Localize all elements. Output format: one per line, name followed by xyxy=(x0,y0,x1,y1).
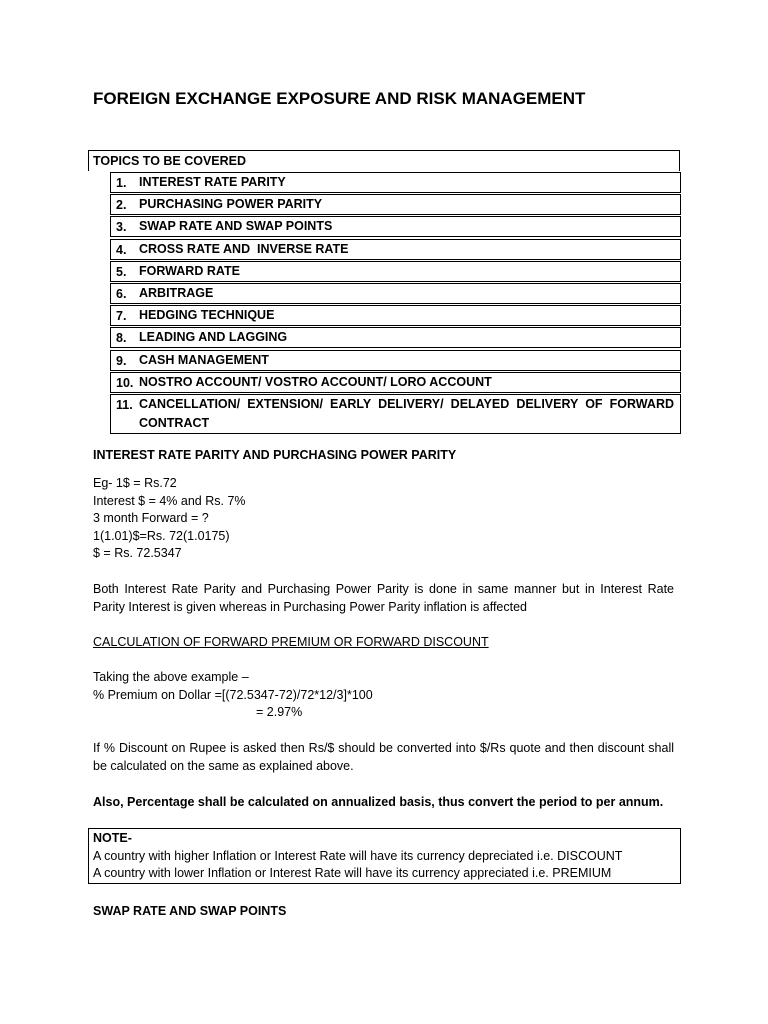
example-line: Interest $ = 4% and Rs. 7% xyxy=(93,493,246,508)
example-line: $ = Rs. 72.5347 xyxy=(93,546,182,561)
topic-item xyxy=(110,283,681,304)
calc-heading: CALCULATION OF FORWARD PREMIUM OR FORWARD DISCOUNT xyxy=(93,635,489,649)
topic-number: 4. xyxy=(116,242,127,257)
topic-label: HEDGING TECHNIQUE xyxy=(139,308,275,323)
topic-number: 6. xyxy=(116,286,127,301)
topic-label: CROSS RATE AND INVERSE RATE xyxy=(139,241,349,256)
note-line: A country with lower Inflation or Interest Rate will have its currency appreciated i.e. PREMIUM xyxy=(93,866,612,880)
topic-number: 10. xyxy=(116,375,134,390)
topic-number: 7. xyxy=(116,309,127,324)
topic-number: 2. xyxy=(116,198,127,213)
note-label: NOTE- xyxy=(93,831,132,845)
topic-label: CASH MANAGEMENT xyxy=(139,352,269,367)
topic-number: 8. xyxy=(116,331,127,346)
note-line: A country with higher Inflation or Interest Rate will have its currency depreciated i.e. DISCOUNT xyxy=(93,848,623,863)
paragraph-discount: If % Discount on Rupee is asked then Rs/$ should be converted into $/Rs quote and then discount shall be calculated on the same as explained above. xyxy=(93,741,674,773)
note-box xyxy=(88,828,681,884)
example-line: Eg- 1$ = Rs.72 xyxy=(93,476,177,490)
topic-item xyxy=(110,394,681,434)
topic-item xyxy=(110,350,681,371)
topic-label: INTEREST RATE PARITY xyxy=(139,175,286,189)
topic-item xyxy=(110,194,681,215)
topic-item xyxy=(110,305,681,326)
topic-label: SWAP RATE AND SWAP POINTS xyxy=(139,219,333,234)
calc-line: Taking the above example – xyxy=(93,670,249,684)
topic-number: 9. xyxy=(116,353,127,368)
topic-item xyxy=(110,327,681,348)
topic-label: ARBITRAGE xyxy=(139,285,214,300)
section-heading-parity: INTEREST RATE PARITY AND PURCHASING POWER PARITY xyxy=(93,448,457,462)
topic-number: 11. xyxy=(116,397,133,412)
section-heading-swap: SWAP RATE AND SWAP POINTS xyxy=(93,904,287,918)
topic-item xyxy=(110,372,681,393)
topic-label: FORWARD RATE xyxy=(139,263,240,278)
document-title: FOREIGN EXCHANGE EXPOSURE AND RISK MANAGEMENT xyxy=(93,89,586,108)
topic-label: NOSTRO ACCOUNT/ VOSTRO ACCOUNT/ LORO ACCOUNT xyxy=(139,374,492,389)
calc-formula: % Premium on Dollar =[(72.5347-72)/72*12/3]*100 xyxy=(93,687,373,702)
topic-item xyxy=(110,239,681,260)
calc-result: = 2.97% xyxy=(256,705,303,720)
example-line: 3 month Forward = ? xyxy=(93,511,209,526)
topics-header: TOPICS TO BE COVERED xyxy=(88,150,680,171)
topic-number: 5. xyxy=(116,264,127,279)
calc-block xyxy=(93,669,373,722)
topic-label: PURCHASING POWER PARITY xyxy=(139,197,323,212)
paragraph-annualized: Also, Percentage shall be calculated on annualized basis, thus convert the period to per annum. xyxy=(93,795,664,809)
example-line: 1(1.01)$=Rs. 72(1.0175) xyxy=(93,528,230,543)
topic-label: CANCELLATION/ EXTENSION/ EARLY DELIVERY/ DELAYED DELIVERY OF FORWARD CONTRACT xyxy=(139,396,674,430)
topic-item xyxy=(110,172,681,193)
topic-item xyxy=(110,216,681,237)
topic-number: 3. xyxy=(116,220,127,235)
example-block xyxy=(93,475,246,563)
topic-item xyxy=(110,261,681,282)
topics-list xyxy=(110,172,681,435)
paragraph-parity: Both Interest Rate Parity and Purchasing Power Parity is done in same manner but in Interest Rate Parity Interest is given whereas in Purchasing Power Parity inflation is affected xyxy=(93,582,674,614)
topic-number: 1. xyxy=(116,176,127,190)
topic-label: LEADING AND LAGGING xyxy=(139,330,288,345)
